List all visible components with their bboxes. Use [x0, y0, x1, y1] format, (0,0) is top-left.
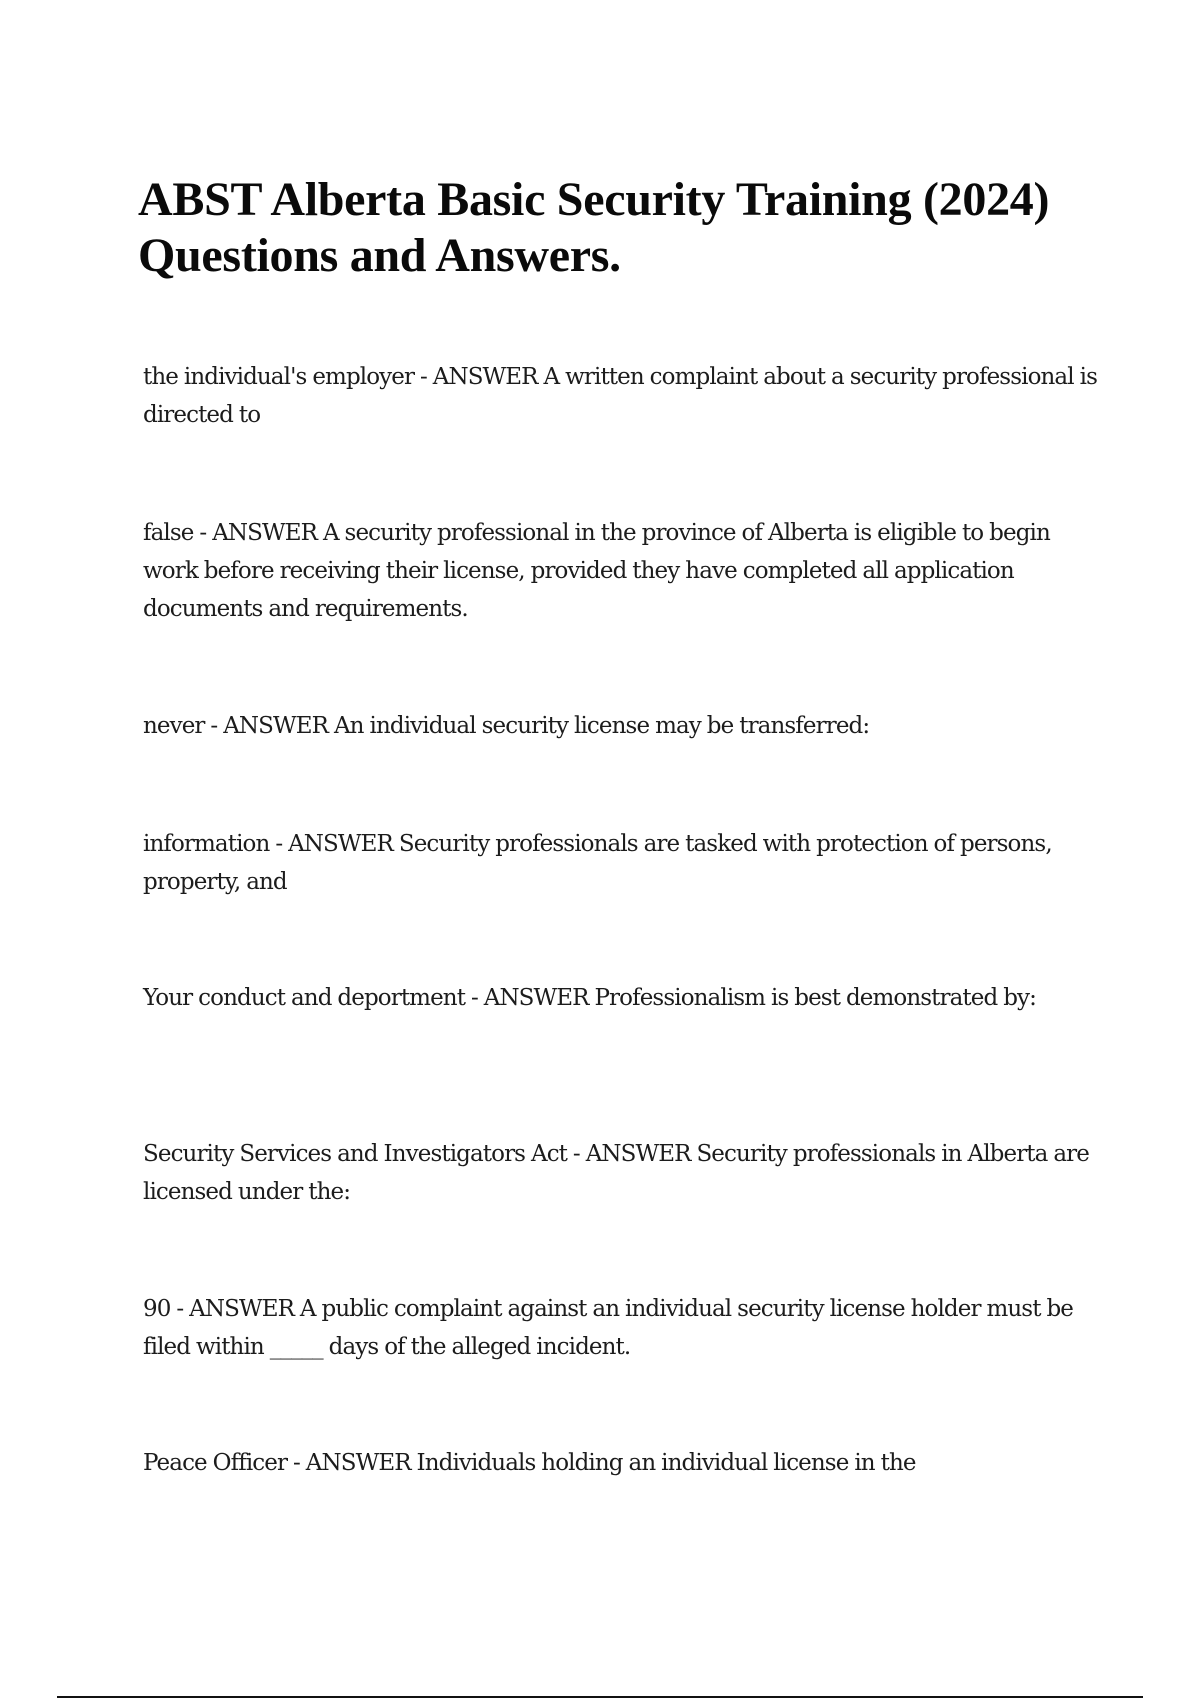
page-title: ABST Alberta Basic Security Training (2024) Questions and Answers.: [138, 173, 1050, 282]
qa-item: information - ANSWER Security professionals are tasked with protection of persons, property, and: [143, 831, 1052, 895]
qa-item: Security Services and Investigators Act - ANSWER Security professionals in Alberta are licensed under the:: [143, 1141, 1089, 1205]
qa-item: Peace Officer - ANSWER Individuals holding an individual license in the: [143, 1450, 916, 1476]
qa-item: Your conduct and deportment - ANSWER Professionalism is best demonstrated by:: [143, 985, 1036, 1011]
qa-item: 90 - ANSWER A public complaint against an individual security license holder must be filed within _____ days of the alleged incident.: [143, 1296, 1073, 1360]
qa-item: never - ANSWER An individual security license may be transferred:: [143, 713, 870, 739]
qa-item: false - ANSWER A security professional in the province of Alberta is eligible to begin work before receiving their license, provided they have completed all application documents and requirements.: [143, 520, 1050, 622]
footer-divider: [57, 1696, 1143, 1698]
qa-item: the individual's employer - ANSWER A written complaint about a security professional is directed to: [143, 364, 1097, 428]
